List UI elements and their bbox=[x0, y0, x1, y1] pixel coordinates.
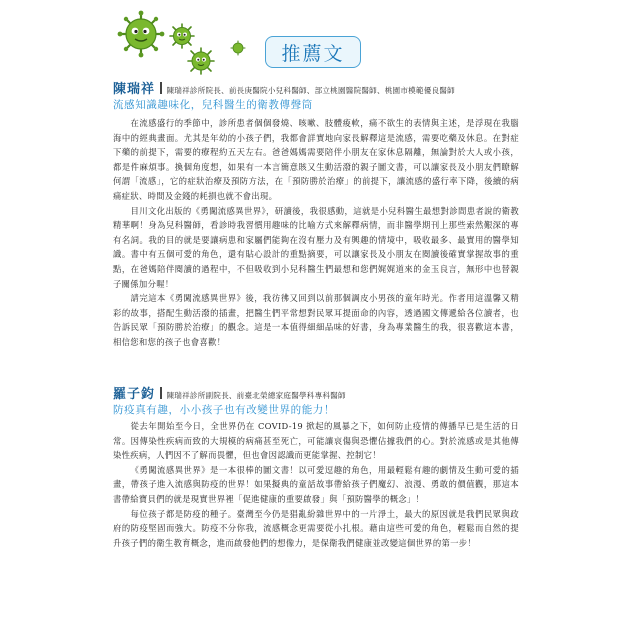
divider bbox=[160, 387, 162, 399]
page-title: 推薦文 bbox=[265, 36, 361, 68]
section-body bbox=[113, 419, 519, 550]
paragraph: 請完這本《勇闖流感異世界》後，我彷彿又回到以前那個調皮小男孩的童年時光。作者用這溫馨又精彩的故事，搭配生動活潑的插畫，把醫生們平常想對民眾耳提面命的內容，透過國文傳遞給各位讀者，也告訴民眾「預防勝於治療」的觀念。這是一本值得細細品味的好書，身為專業醫生的我，很喜歡這本書，相信您和您的孩子也會喜歡！ bbox=[113, 293, 519, 347]
author-line bbox=[113, 78, 455, 97]
author-title: 陳瑞祥診所副院長、前臺北榮總家庭醫學科專科醫師 bbox=[166, 391, 346, 400]
section-body bbox=[113, 116, 519, 350]
paragraph: 每位孩子都是防疫的種子。臺灣至今仍是猖亂紛雜世界中的一片淨土，最大的原因就是我們民眾與政府的防疫堅固而強大。防疫不分你我，流感概念更需要從小扎根。藉由這些可愛的角色，輕鬆而自然的提升孩子們的衛生教育概念，進而啟發他們的想像力，是保衛我們健康並改變這個世界的第一步！ bbox=[113, 508, 519, 548]
virus-icon bbox=[186, 46, 216, 76]
author-title: 陳瑞祥診所院長、前長庚醫院小兒科醫師、部立桃園醫院醫師、桃園市模範優良醫師 bbox=[166, 86, 455, 95]
paragraph: 從去年開始至今日，全世界仍在 COVID-19 掀起的風暴之下，如何防止疫情的傳播早已是生活的日常。因傳染性疾病而致的大規模的病痛甚至死亡，可能讓哀傷與恐懼佔據我們的心。對於流感或是其他傳染性疾病，人們因不了解而畏懼，但也會因認識而更能掌握、控制它！ bbox=[113, 421, 519, 461]
section-subtitle: 流感知識趣味化，兒科醫生的衛教傳聲筒 bbox=[113, 99, 313, 111]
paragraph: 在流感盛行的季節中，診所患者個個發燒、咳嗽、肢體痠軟，痛不欲生的表情與主述，是浮現在我腦海中的經典畫面。尤其是年幼的小孩子們，我都會詳實地向家長解釋這是流感，需要吃藥及休息。在對症下藥的前提下，需要的療程約五天左右。爸爸媽媽需要陪伴小朋友在家休息隔離，無論對於大人或小孩，都是件麻煩事。換個角度想，如果有一本言簡意賅又生動活潑的親子圖文書，可以讓家長及小朋友們瞭解何謂「流感」，它的症狀治療及預防方法，在「預防勝於治療」的前提下，讓流感的盛行率下降，後續的病痛症狀、時間及金錢的耗損也就不會出現。 bbox=[113, 118, 519, 201]
author-name: 羅子鈞 bbox=[113, 387, 156, 402]
section-subtitle: 防疫真有趣，小小孩子也有改變世界的能力！ bbox=[113, 404, 335, 416]
divider bbox=[160, 82, 162, 94]
virus-icon bbox=[116, 10, 166, 58]
author-line bbox=[113, 383, 346, 402]
paragraph: 《勇闖流感異世界》是一本很棒的圖文書！以可愛逗趣的角色，用最輕鬆有趣的劇情及生動可愛的插畫，帶孩子進入流感與防疫的世界！如果擬典的童話故事帶給孩子們魔幻、浪漫、勇敢的價值觀，那這本書帶給寶貝們的就是現實世界裡「促進健康的重要啟發」與「預防醫學的概念」！ bbox=[113, 464, 519, 504]
paragraph: 目川文化出版的《勇闖流感異世界》，研讀後，我很感動，這就是小兒科醫生最想對診間患者說的衛教精華啊！身為兒科醫師，看診時我習慣用趣味的比喻方式來解釋病情，而非醫學期刊上那些索然艱深的專有名詞。我的目的就是要讓病患和家屬們能夠在沒有壓力及有興趣的情境中，吸收最多、最實用的醫學知識。書中有五個可愛的角色，還有貼心設計的重點摘要，可以讓家長及小朋友在閱讀後確實掌握故事的重點，在爸媽陪伴閱讀的過程中，不但吸收到小兒科醫生們最想和您們娓娓道來的金玉良言，無形中也替親子關係加分喔！ bbox=[113, 205, 519, 289]
virus-icon bbox=[230, 40, 246, 56]
author-name: 陳瑞祥 bbox=[113, 82, 156, 97]
